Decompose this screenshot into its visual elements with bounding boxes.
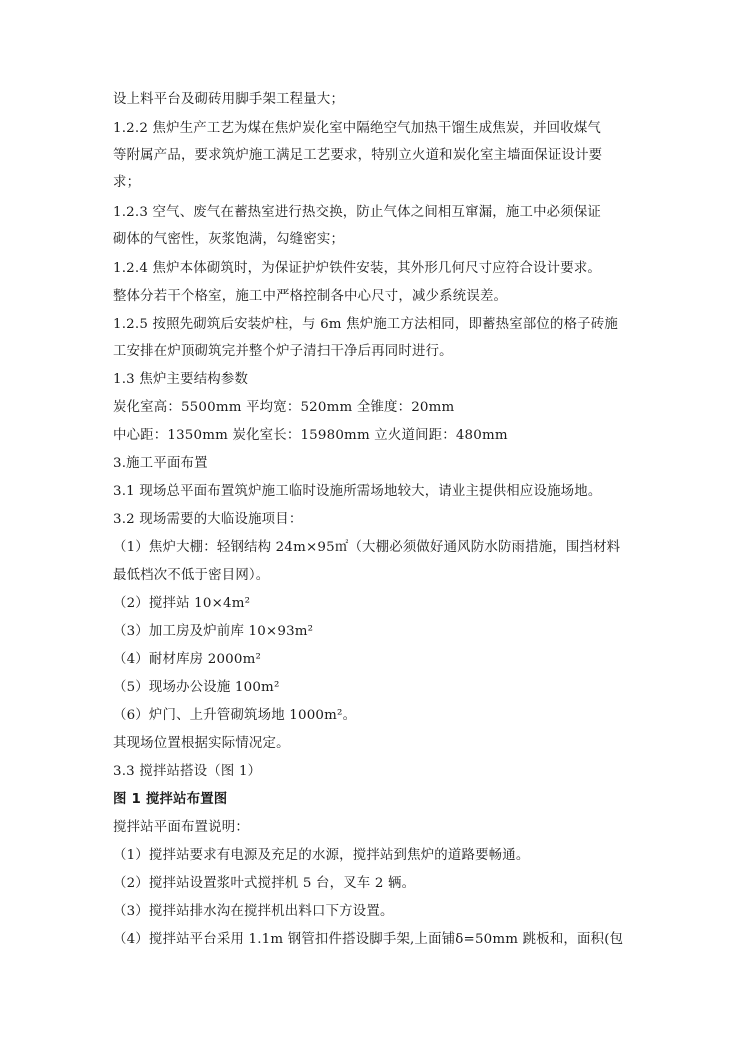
list-item: （5）现场办公设施 100m² [113,680,280,695]
section-heading: 1.3 焦炉主要结构参数 [113,372,249,387]
list-item: （4）搅拌站平台采用 1.1m 钢管扣件搭设脚手架,上面铺δ=50mm 跳板和，面积(包 [113,932,624,947]
list-item: （3）搅拌站排水沟在搅拌机出料口下方设置。 [113,904,394,919]
list-item: （2）搅拌站设置浆叶式搅拌机 5 台，叉车 2 辆。 [113,876,416,891]
text-line: 设上料平台及砌砖用脚手架工程量大； [113,92,345,107]
figure-caption: 图 1 搅拌站布置图 [113,792,228,807]
text-line: 砌体的气密性，灰浆饱满，勾缝密实； [113,232,345,247]
list-item: （4）耐材库房 2000m² [113,652,262,667]
text-line: 3.2 现场需要的大临设施项目： [113,512,303,527]
list-item: （1）搅拌站要求有电源及充足的水源，搅拌站到焦炉的道路要畅通。 [113,848,530,863]
text-line: 等附属产品，要求筑炉施工满足工艺要求，特别立火道和炭化室主墙面保证设计要 [113,148,603,163]
text-line: 1.2.2 焦炉生产工艺为煤在焦炉炭化室中隔绝空气加热干馏生成焦炭，并回收煤气 [113,121,602,136]
text-line: 3.1 现场总平面布置筑炉施工临时设施所需场地较大，请业主提供相应设施场地。 [113,484,602,499]
section-heading: 3.施工平面布置 [113,456,208,471]
text-line: 整体分若干个格室，施工中严格控制各中心尺寸，减少系统误差。 [113,289,508,304]
list-item: （2）搅拌站 10×4m² [113,596,251,611]
section-heading: 3.3 搅拌站搭设（图 1） [113,764,262,779]
text-line: 最低档次不低于密目网）。 [113,568,270,583]
text-line: 炭化室高：5500mm 平均宽：520mm 全锥度：20mm [113,400,455,415]
list-item: （3）加工房及炉前库 10×93m² [113,624,314,639]
text-line: 1.2.5 按照先砌筑后安装炉柱，与 6m 焦炉施工方法相同，即蓄热室部位的格子砖施 [113,317,618,332]
text-line: 其现场位置根据实际情况定。 [113,736,290,751]
text-line: 1.2.3 空气、废气在蓄热室进行热交换，防止气体之间相互窜漏，施工中必须保证 [113,205,602,220]
text-line: 搅拌站平面布置说明： [113,820,249,835]
text-line: 工安排在炉顶砌筑完并整个炉子清扫干净后再同时进行。 [113,344,453,359]
list-item: （6）炉门、上升管砌筑场地 1000m²。 [113,708,357,723]
text-line: 求； [113,175,141,190]
text-line: 1.2.4 焦炉本体砌筑时，为保证护炉铁件安装，其外形几何尺寸应符合设计要求。 [113,261,602,276]
text-line: （1）焦炉大棚：轻钢结构 24m×95㎡（大棚必须做好通风防水防雨措施，围挡材料 [113,540,621,555]
text-line: 中心距：1350mm 炭化室长：15980mm 立火道间距：480mm [113,428,508,443]
